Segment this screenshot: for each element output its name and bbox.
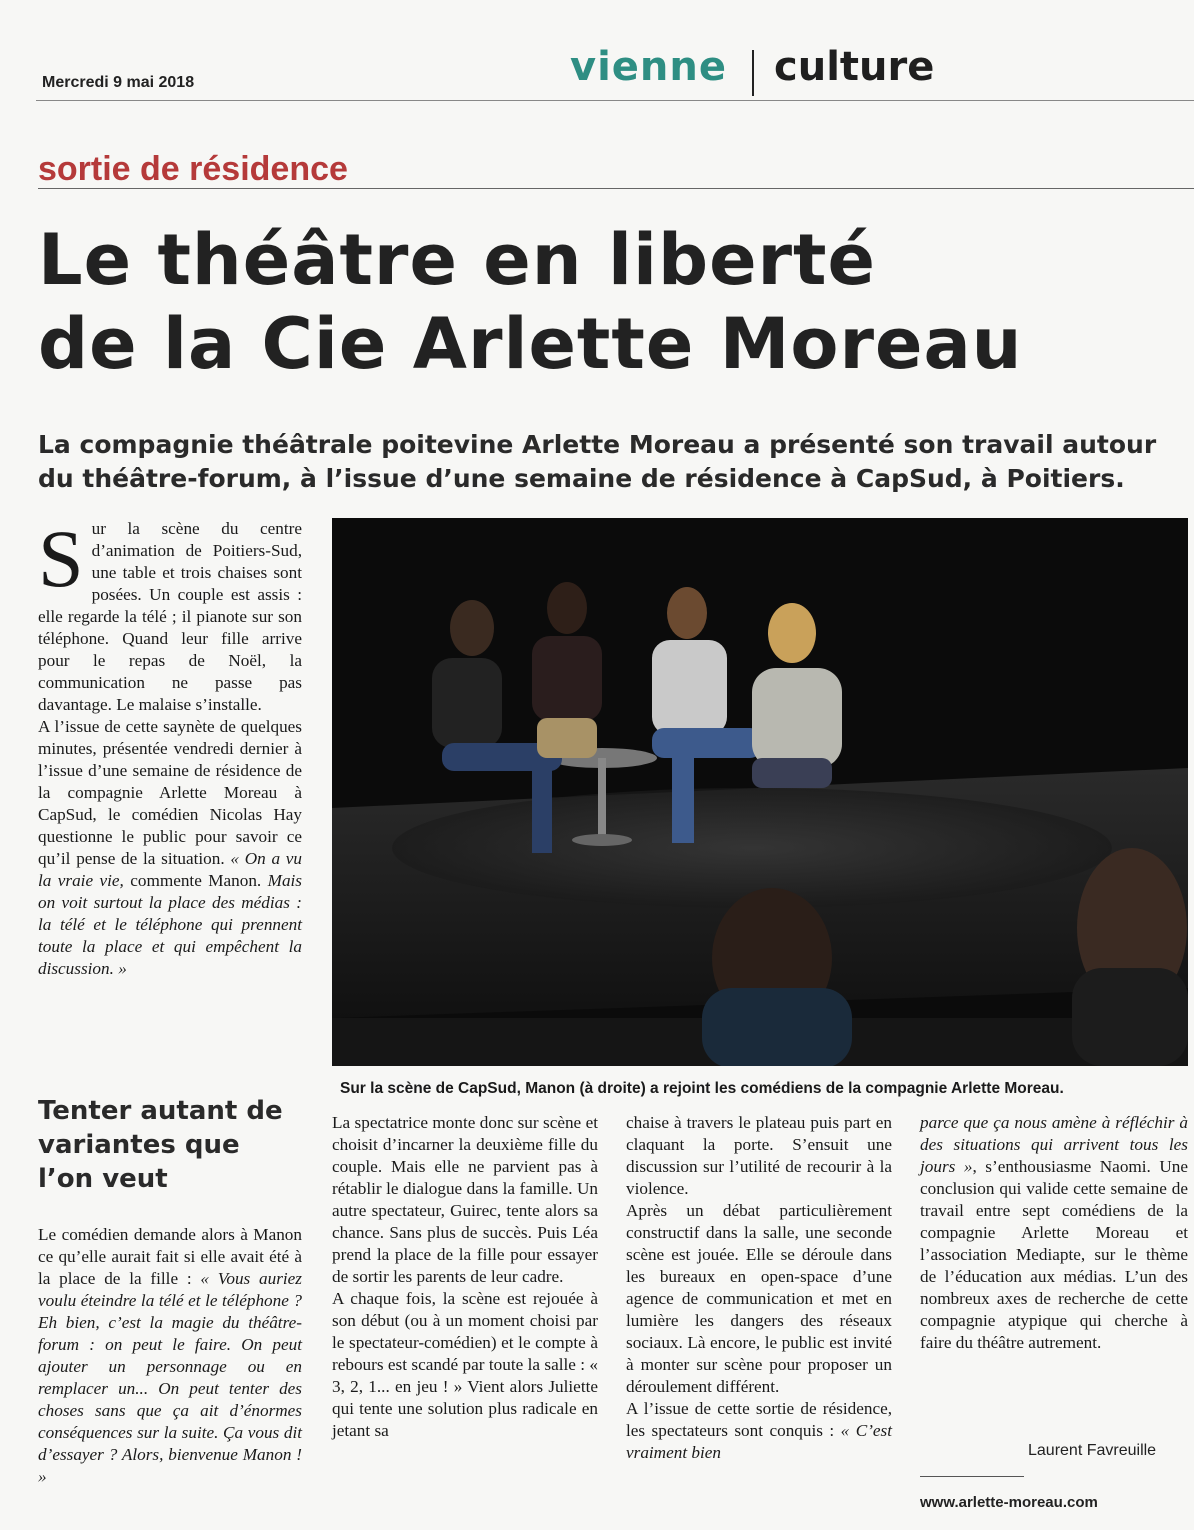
- paragraph-3-text: Le comédien demande alors à Manon ce qu’elle aurait fait si elle avait été à la place de la fille :: [38, 1225, 302, 1288]
- paragraph-9-text: , s’enthousiasme Naomi. Une conclusion qui valide cette semaine de travail entre sept comédiens de la compagnie Arlette Moreau et l’association Mediapte, sur le thème de l’éducation aux médias. L’un des nombreux axes de recherche de cette compagnie atypique qui cherche à faire du théâtre autrement.: [920, 1157, 1189, 1352]
- article-subheading: Tenter autant de variantes que l’on veut: [38, 1096, 283, 1194]
- headline-line-2: de la Cie Arlette Moreau: [38, 303, 1023, 385]
- paragraph-8-text: A l’issue de cette sortie de résidence, les spectateurs sont conquis :: [626, 1399, 892, 1440]
- column-3: [626, 1112, 892, 1464]
- quote-manon-1: « On a vu la vraie vie,: [38, 849, 303, 890]
- paragraph-2: [38, 716, 302, 980]
- article-headline: [38, 218, 1178, 386]
- column-2: [332, 1112, 598, 1442]
- header-rule: [36, 100, 1194, 101]
- section-name: vienne: [570, 44, 727, 90]
- section-separator: [752, 50, 754, 96]
- headline-line-1: Le théâtre en liberté: [38, 219, 876, 301]
- paragraph-7: Après un débat particulièrement constructif dans la salle, une seconde scène est jouée. Elle se déroule dans les bureaux en open-space d’une agence de communication et met en lumière les dangers des réseaux sociaux. Là encore, le public est invité à monter sur scène pour proposer un déroulement différent.: [626, 1201, 892, 1396]
- quote-naomi-1: « C’est vraiment bien: [626, 1421, 893, 1462]
- paragraph-8: [626, 1398, 892, 1464]
- paragraph-5: A chaque fois, la scène est rejouée à son début (ou à un moment choisi par le spectateur-comédien) et le compte à rebours est scandé par toute la salle : « 3, 2, 1... en jeu ! » Vient alors Juliette qui tente une solution plus radicale en jetant sa: [332, 1289, 598, 1440]
- paragraph-1: [38, 513, 302, 716]
- paragraph-4: La spectatrice monte donc sur scène et choisit d’incarner la deuxième fille du couple. Mais elle ne parvient pas à rétablir le dialogue dans la famille. Un autre spectateur, Guirec, tente alors sa chance. Sans plus de succès. Puis Léa prend la place de la fille pour essayer de sortir les parents de leur cadre.: [332, 1113, 598, 1286]
- website-link[interactable]: www.arlette-moreau.com: [920, 1494, 1098, 1511]
- issue-date: Mercredi 9 mai 2018: [42, 74, 195, 91]
- column-1-bottom: [38, 1224, 302, 1488]
- stage-photo-illustration: [332, 518, 1188, 1066]
- column-1-top: [38, 513, 303, 980]
- quote-manon-2: Mais on voit surtout la place des médias : la télé et le téléphone qui prennent toute la place et qui empêchent la discussion. »: [38, 871, 302, 978]
- paragraph-6: chaise à travers le plateau puis part en claquant la porte. S’ensuit une discussion sur l’utilité de recourir à la violence.: [626, 1113, 892, 1198]
- author-rule: [920, 1476, 1024, 1477]
- drop-cap: S: [38, 513, 84, 604]
- photo-caption: Sur la scène de CapSud, Manon (à droite) a rejoint les comédiens de la compagnie Arlette Moreau.: [340, 1080, 1064, 1097]
- paragraph-2-text: A l’issue de cette saynète de quelques minutes, présentée vendredi dernier à l’issue d’une semaine de résidence de la compagnie Arlette Moreau à CapSud, le comédien Nicolas Hay questionne le public pour savoir ce qu’il pense de la situation.: [38, 717, 302, 868]
- attribution-manon: commente Manon.: [130, 871, 262, 890]
- article-standfirst: La compagnie théâtrale poitevine Arlette Moreau a présenté son travail autour du théâtre-forum, à l’issue d’une semaine de résidence à CapSud, à Poitiers.: [38, 430, 1157, 493]
- article-kicker: sortie de résidence: [38, 150, 348, 188]
- paragraph-9: [920, 1112, 1188, 1354]
- kicker-rule: [38, 188, 1194, 189]
- rubric-name: culture: [774, 44, 935, 90]
- quote-actor: « Vous auriez voulu éteindre la télé et le téléphone ? Eh bien, c’est la magie du théâtre-forum : on peut le faire. On peut ajouter un personnage ou en remplacer un... On peut tenter des choses sans que ça ait d’énormes conséquences sur la suite. Ça vous dit d’essayer ? Alors, bienvenue Manon ! »: [38, 1269, 302, 1486]
- column-4: [920, 1112, 1188, 1354]
- paragraph-1-text: ur la scène du centre d’animation de Poitiers-Sud, une table et trois chaises sont posées. Un couple est assis : elle regarde la télé ; il pianote sur son téléphone. Quand leur fille arrive pour le repas de Noël, la communication ne passe pas davantage. Le malaise s’installe.: [38, 519, 302, 714]
- article-photo: [332, 518, 1188, 1066]
- quote-naomi-2: parce que ça nous amène à réfléchir à des situations qui arrivent tous les jours »: [920, 1113, 1188, 1176]
- paragraph-3: [38, 1224, 302, 1488]
- article-author: Laurent Favreuille: [1028, 1442, 1157, 1459]
